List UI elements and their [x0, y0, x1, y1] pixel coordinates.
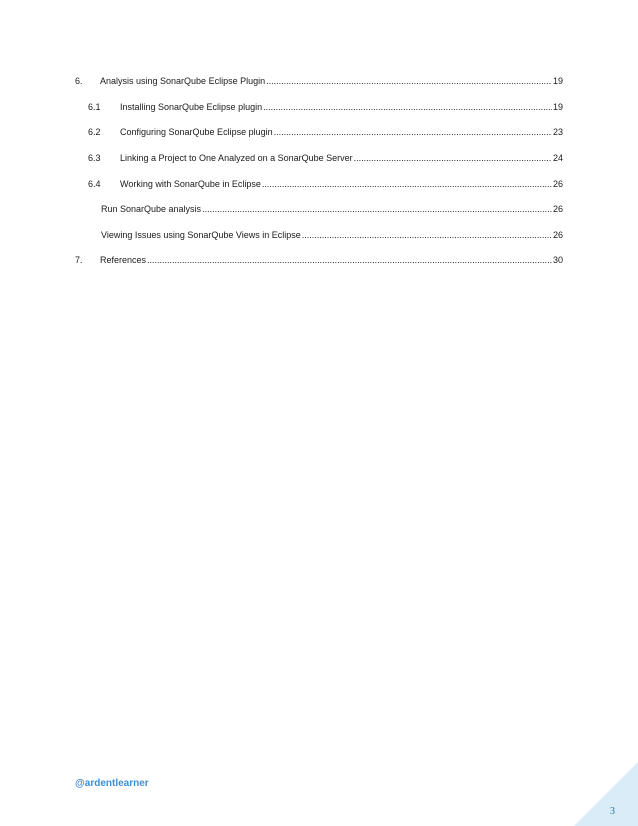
toc-entry-page: 26 — [552, 179, 563, 189]
toc-entry-run-analysis[interactable] — [101, 202, 563, 216]
toc-entry-title: Viewing Issues using SonarQube Views in Eclipse — [101, 230, 301, 240]
toc-entry-page: 26 — [552, 204, 563, 214]
toc-entry-page: 19 — [552, 76, 563, 86]
dot-leader — [302, 228, 552, 242]
toc-entry-6-1[interactable] — [88, 100, 563, 114]
dot-leader — [262, 177, 552, 191]
toc-entry-6-4[interactable] — [88, 177, 563, 191]
toc-entry-number: 7. — [75, 255, 83, 265]
toc-entry-6-2[interactable] — [88, 125, 563, 139]
dot-leader — [263, 100, 552, 114]
toc-entry-page: 30 — [552, 255, 563, 265]
table-of-contents — [0, 0, 638, 280]
footer-handle: @ardentlearner — [75, 778, 149, 789]
toc-entry-title: References — [100, 255, 147, 265]
corner-decoration — [574, 762, 638, 826]
toc-entry-page: 23 — [552, 127, 563, 137]
dot-leader — [354, 151, 552, 165]
toc-entry-6[interactable] — [75, 74, 563, 88]
toc-entry-title: Configuring SonarQube Eclipse plugin — [120, 127, 273, 137]
toc-entry-page: 19 — [552, 102, 563, 112]
dot-leader — [274, 125, 552, 139]
toc-entry-number: 6.3 — [88, 153, 101, 163]
toc-entry-number: 6.2 — [88, 127, 101, 137]
toc-entry-title: Installing SonarQube Eclipse plugin — [120, 102, 263, 112]
toc-entry-number: 6.4 — [88, 179, 101, 189]
toc-entry-viewing-issues[interactable] — [101, 228, 563, 242]
toc-entry-number: 6.1 — [88, 102, 101, 112]
toc-entry-6-3[interactable] — [88, 151, 563, 165]
toc-entry-title: Working with SonarQube in Eclipse — [120, 179, 261, 189]
toc-entry-title: Linking a Project to One Analyzed on a SonarQube Server — [120, 153, 353, 163]
toc-entry-title: Analysis using SonarQube Eclipse Plugin — [100, 76, 266, 86]
dot-leader — [147, 253, 552, 267]
dot-leader — [266, 74, 552, 88]
toc-entry-page: 24 — [552, 153, 563, 163]
dot-leader — [202, 202, 552, 216]
page-number: 3 — [610, 806, 615, 817]
toc-entry-7[interactable] — [75, 253, 563, 267]
toc-entry-page: 26 — [552, 230, 563, 240]
toc-entry-title: Run SonarQube analysis — [101, 204, 202, 214]
toc-entry-number: 6. — [75, 76, 83, 86]
